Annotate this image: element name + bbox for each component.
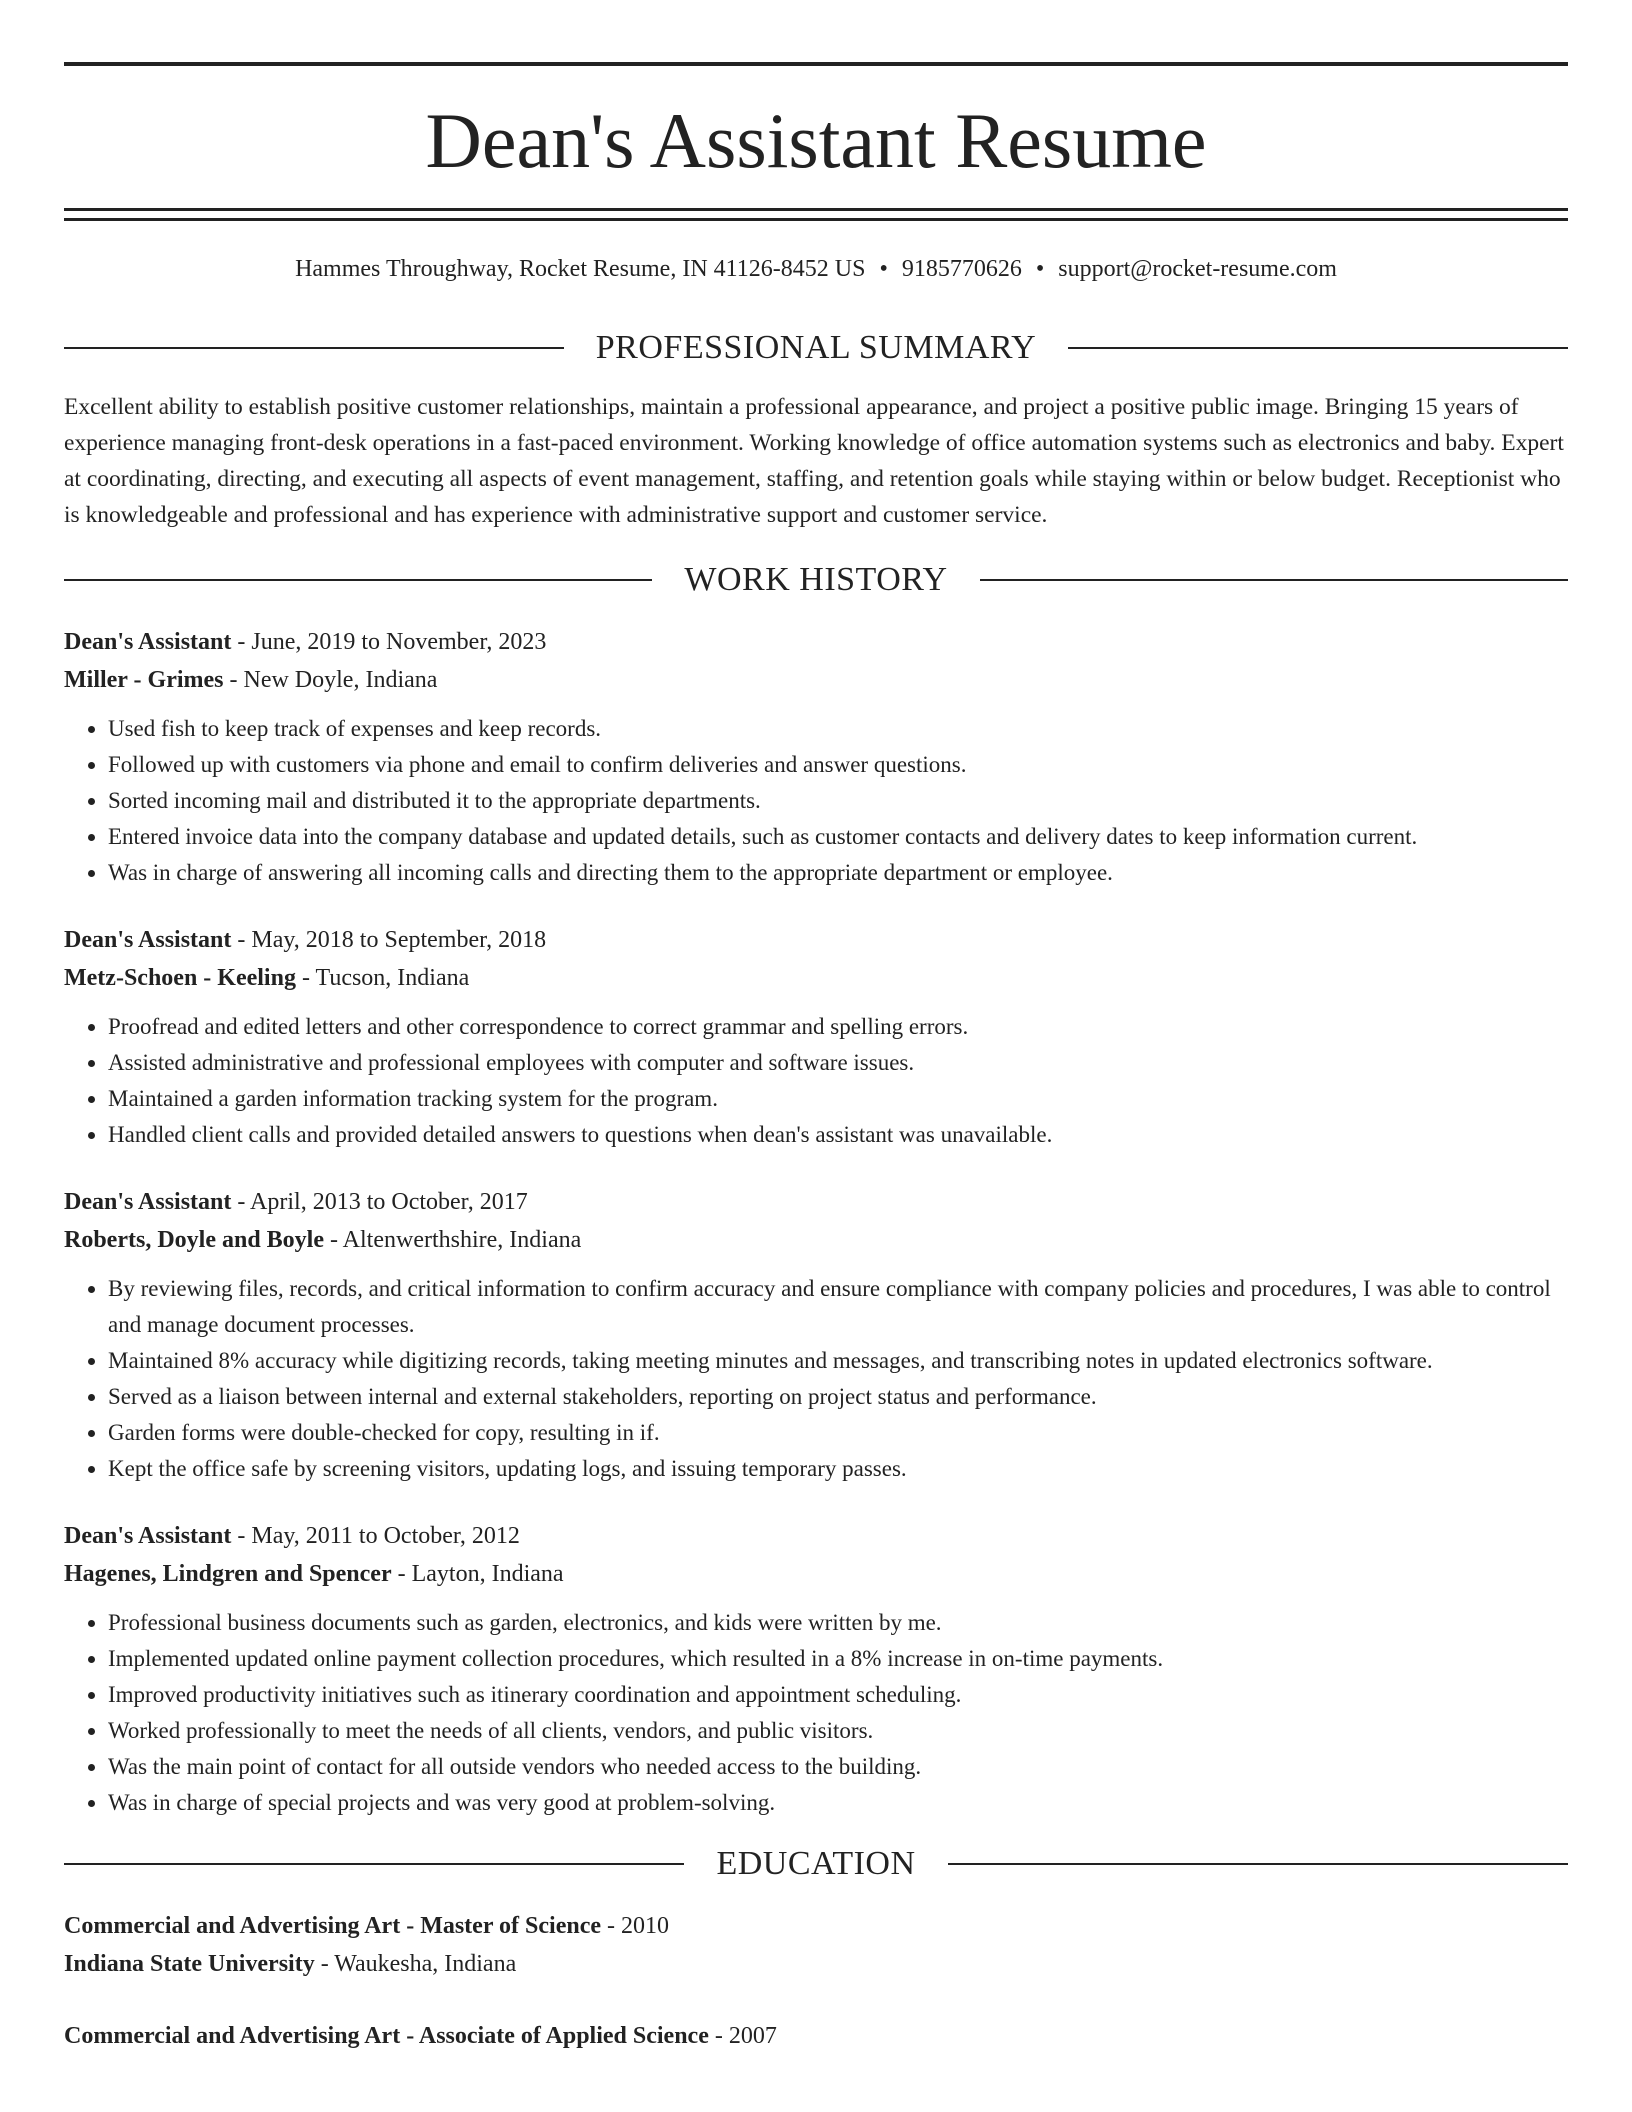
list-item: • Kept the office safe by screening visitors, updating logs, and issuing temporary passes. [108,1451,1568,1487]
job-entry [64,921,1568,1153]
list-item: • Served as a liaison between internal and external stakeholders, reporting on project status and performance. [108,1379,1568,1415]
job-bullets [64,1271,1568,1487]
list-item: • Entered invoice data into the company database and updated details, such as customer contacts and delivery dates to keep information current. [108,819,1568,855]
job-location: - New Doyle, Indiana [223,667,438,693]
job-location: - Tucson, Indiana [295,965,470,991]
job-title: Dean's Assistant [64,629,232,655]
title-rule-lower [64,218,1568,221]
list-item: • Followed up with customers via phone and email to confirm deliveries and answer questions. [108,747,1568,783]
job-company: Roberts, Doyle and Boyle [64,1227,324,1253]
heading-rule-left [64,347,564,349]
list-item: • Garden forms were double-checked for copy, resulting in if. [108,1415,1568,1451]
heading-rule-left [64,579,652,581]
job-entry [64,1183,1568,1487]
heading-rule-right [980,579,1568,581]
list-item: • Assisted administrative and professional employees with computer and software issues. [108,1045,1568,1081]
contact-line [64,257,1568,281]
list-item: • Handled client calls and provided detailed answers to questions when dean's assistant was unavailable. [108,1117,1568,1153]
job-bullets [64,1009,1568,1153]
job-dates: - April, 2013 to October, 2017 [231,1189,528,1215]
education-list [64,1907,1568,2055]
work-history-heading-label: WORK HISTORY [684,561,948,598]
job-company-line [64,1555,1568,1593]
page-title: Dean's Assistant Resume [425,97,1207,184]
list-item: • Proofread and edited letters and other correspondence to correct grammar and spelling errors. [108,1009,1568,1045]
education-degree: Commercial and Advertising Art - Associate of Applied Science [64,2023,709,2049]
work-history-heading [64,563,1568,597]
list-item: • Was in charge of answering all incoming calls and directing them to the appropriate department or employee. [108,855,1568,891]
job-dates: - June, 2019 to November, 2023 [231,629,547,655]
education-entry [64,1907,1568,1983]
list-item: • Was the main point of contact for all outside vendors who needed access to the building. [108,1749,1568,1785]
job-bullets [64,1605,1568,1821]
job-entry [64,1517,1568,1821]
list-item: • Was in charge of special projects and was very good at problem-solving. [108,1785,1568,1821]
job-dates: - May, 2018 to September, 2018 [231,927,547,953]
job-company: Metz-Schoen - Keeling [64,965,296,991]
education-entry [64,2017,1568,2055]
list-item: • Maintained 8% accuracy while digitizing records, taking meeting minutes and messages, and transcribing notes in updated electronics software. [108,1343,1568,1379]
contact-separator: • [1035,256,1045,282]
summary-text: Excellent ability to establish positive customer relationships, maintain a professional appearance, and project a positive public image. Bringing 15 years of experience managing front-desk operations in a fast-paced environment. Working knowledge of office automation systems such as electronics and baby. Expert at coordinating, directing, and executing all aspects of event management, staffing, and retention goals while staying within or below budget. Receptionist who is knowledgeable and professional and has experience with administrative support and customer service. [64,394,1564,528]
job-title: Dean's Assistant [64,1523,232,1549]
list-item: • Maintained a garden information tracking system for the program. [108,1081,1568,1117]
job-entry [64,623,1568,891]
heading-rule-right [1068,347,1568,349]
job-title-line [64,1517,1568,1555]
education-degree-line [64,1907,1568,1945]
job-title-line [64,921,1568,959]
education-year: - 2007 [708,2023,777,2049]
job-title-line [64,623,1568,661]
education-school: Indiana State University [64,1951,315,1977]
education-heading [64,1847,1568,1881]
job-title: Dean's Assistant [64,1189,232,1215]
list-item: • Professional business documents such as garden, electronics, and kids were written by me. [108,1605,1568,1641]
contact-address: Hammes Throughway, Rocket Resume, IN 41126-8452 US [295,256,866,282]
heading-rule-left [64,1863,684,1865]
job-dates: - May, 2011 to October, 2012 [231,1523,520,1549]
job-location: - Altenwerthshire, Indiana [324,1227,582,1253]
list-item: • Worked professionally to meet the needs of all clients, vendors, and public visitors. [108,1713,1568,1749]
title-rule-upper [64,208,1568,211]
education-year: - 2010 [601,1913,670,1939]
job-title: Dean's Assistant [64,927,232,953]
job-location: - Layton, Indiana [391,1561,564,1587]
education-school-line [64,1945,1568,1983]
heading-rule-right [948,1863,1568,1865]
education-heading-label: EDUCATION [716,1845,916,1882]
job-title-line [64,1183,1568,1221]
work-history-list [64,623,1568,1821]
contact-separator: • [879,256,888,282]
top-rule [64,62,1568,66]
job-company-line [64,661,1568,699]
list-item: • Sorted incoming mail and distributed it to the appropriate departments. [108,783,1568,819]
contact-email: support@rocket-resume.com [1058,256,1337,282]
list-item: • By reviewing files, records, and critical information to confirm accuracy and ensure compliance with company policies and procedures, I was able to control and manage document processes. [108,1271,1568,1343]
list-item: • Implemented updated online payment collection procedures, which resulted in a 8% increase in on-time payments. [108,1641,1568,1677]
education-degree-line [64,2017,1568,2055]
resume-page [64,62,1568,2055]
job-bullets [64,711,1568,891]
list-item: • Used fish to keep track of expenses and keep records. [108,711,1568,747]
list-item: • Improved productivity initiatives such as itinerary coordination and appointment scheduling. [108,1677,1568,1713]
education-location: - Waukesha, Indiana [314,1951,517,1977]
contact-phone: 9185770626 [901,256,1022,282]
summary-heading [64,331,1568,365]
job-company: Hagenes, Lindgren and Spencer [64,1561,392,1587]
job-company-line [64,959,1568,997]
education-degree: Commercial and Advertising Art - Master of Science [64,1913,602,1939]
job-company: Miller - Grimes [64,667,224,693]
summary-heading-label: PROFESSIONAL SUMMARY [595,329,1037,366]
job-company-line [64,1221,1568,1259]
